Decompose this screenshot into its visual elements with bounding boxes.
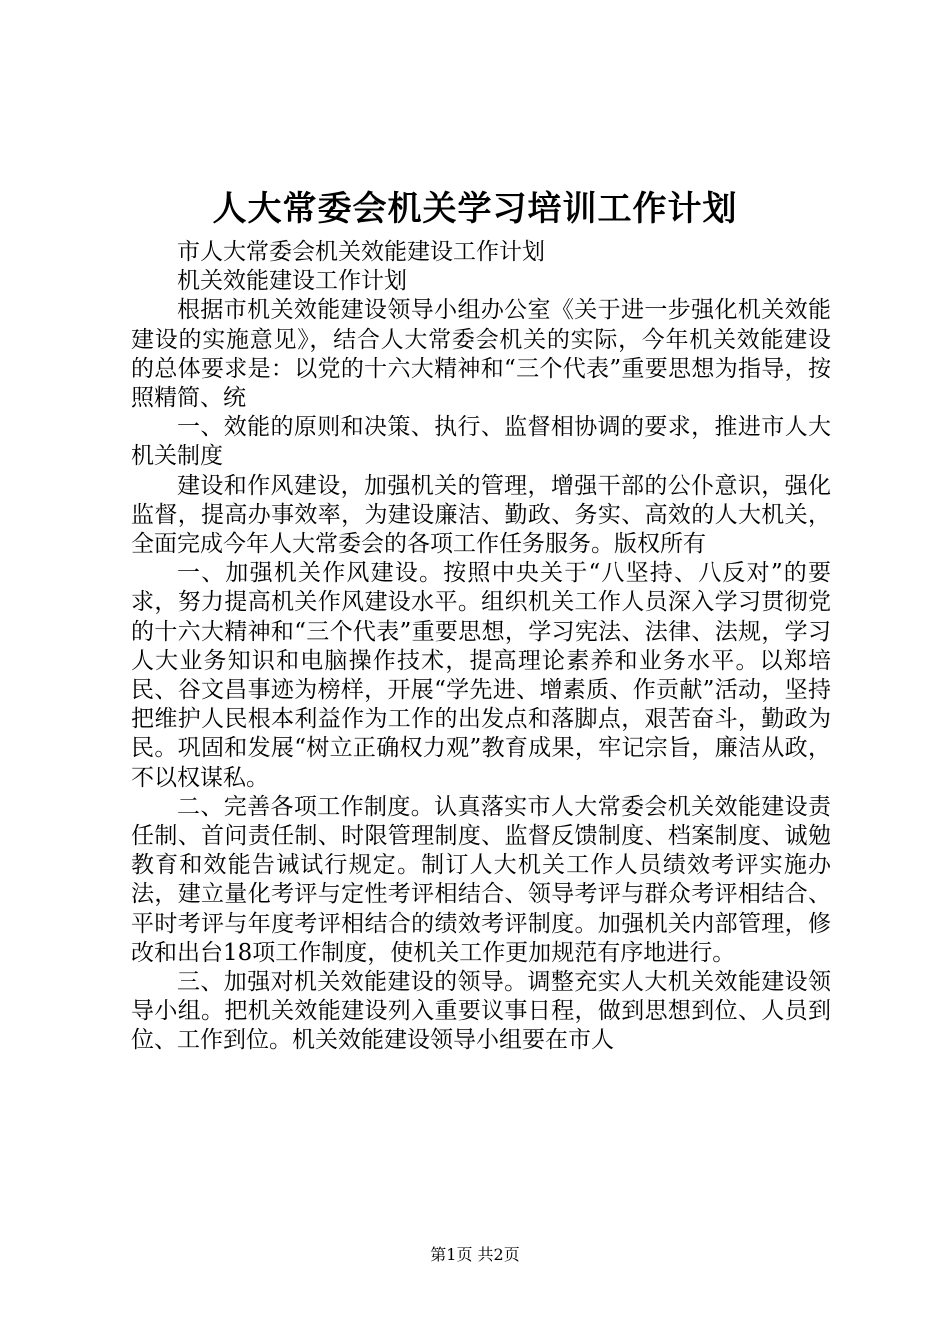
document-body [131,238,831,1056]
paragraph-construction: 建设和作风建设，加强机关的管理，增强干部的公仆意识，强化监督，提高办事效率，为建设廉洁、勤政、务实、高效的人大机关，全面完成今年人大常委会的各项工作任务服务。版权所有 [131,472,831,558]
paragraph-intro: 根据市机关效能建设领导小组办公室《关于进一步强化机关效能建设的实施意见》，结合人大常委会机关的实际，今年机关效能建设的总体要求是：以党的十六大精神和“三个代表”重要思想为指导，按照精简、统 [131,297,831,412]
document-title: 人大常委会机关学习培训工作计划 [212,189,738,229]
paragraph-section-2: 二、完善各项工作制度。认真落实市人大常委会机关效能建设责任制、首问责任制、时限管理制度、监督反馈制度、档案制度、诚勉教育和效能告诫试行规定。制订人大机关工作人员绩效考评实施办法，建立量化考评与定性考评相结合、领导考评与群众考评相结合、平时考评与年度考评相结合的绩效考评制度。加强机关内部管理，修改和出台18项工作制度，使机关工作更加规范有序地进行。 [131,793,831,966]
paragraph-principle: 一、效能的原则和决策、执行、监督相协调的要求，推进市人大机关制度 [131,414,831,470]
paragraph-section-3: 三、加强对机关效能建设的领导。调整充实人大机关效能建设领导小组。把机关效能建设列入重要议事日程，做到思想到位、人员到位、工作到位。机关效能建设领导小组要在市人 [131,969,831,1054]
page-number: 第1页 共2页 [430,1245,520,1264]
paragraph-subtitle-2: 机关效能建设工作计划 [177,268,407,295]
paragraph-section-1: 一、加强机关作风建设。按照中央关于“八坚持、八反对”的要求，努力提高机关作风建设水平。组织机关工作人员深入学习贯彻党的十六大精神和“三个代表”重要思想，学习宪法、法律、法规，学习人大业务知识和电脑操作技术，提高理论素养和业务水平。以郑培民、谷文昌事迹为榜样，开展“学先进、增素质、作贡献”活动，坚持把维护人民根本利益作为工作的出发点和落脚点，艰苦奋斗，勤政为民。巩固和发展“树立正确权力观”教育成果，牢记宗旨，廉洁从政，不以权谋私。 [131,560,831,791]
paragraph-subtitle-1: 市人大常委会机关效能建设工作计划 [177,239,545,265]
